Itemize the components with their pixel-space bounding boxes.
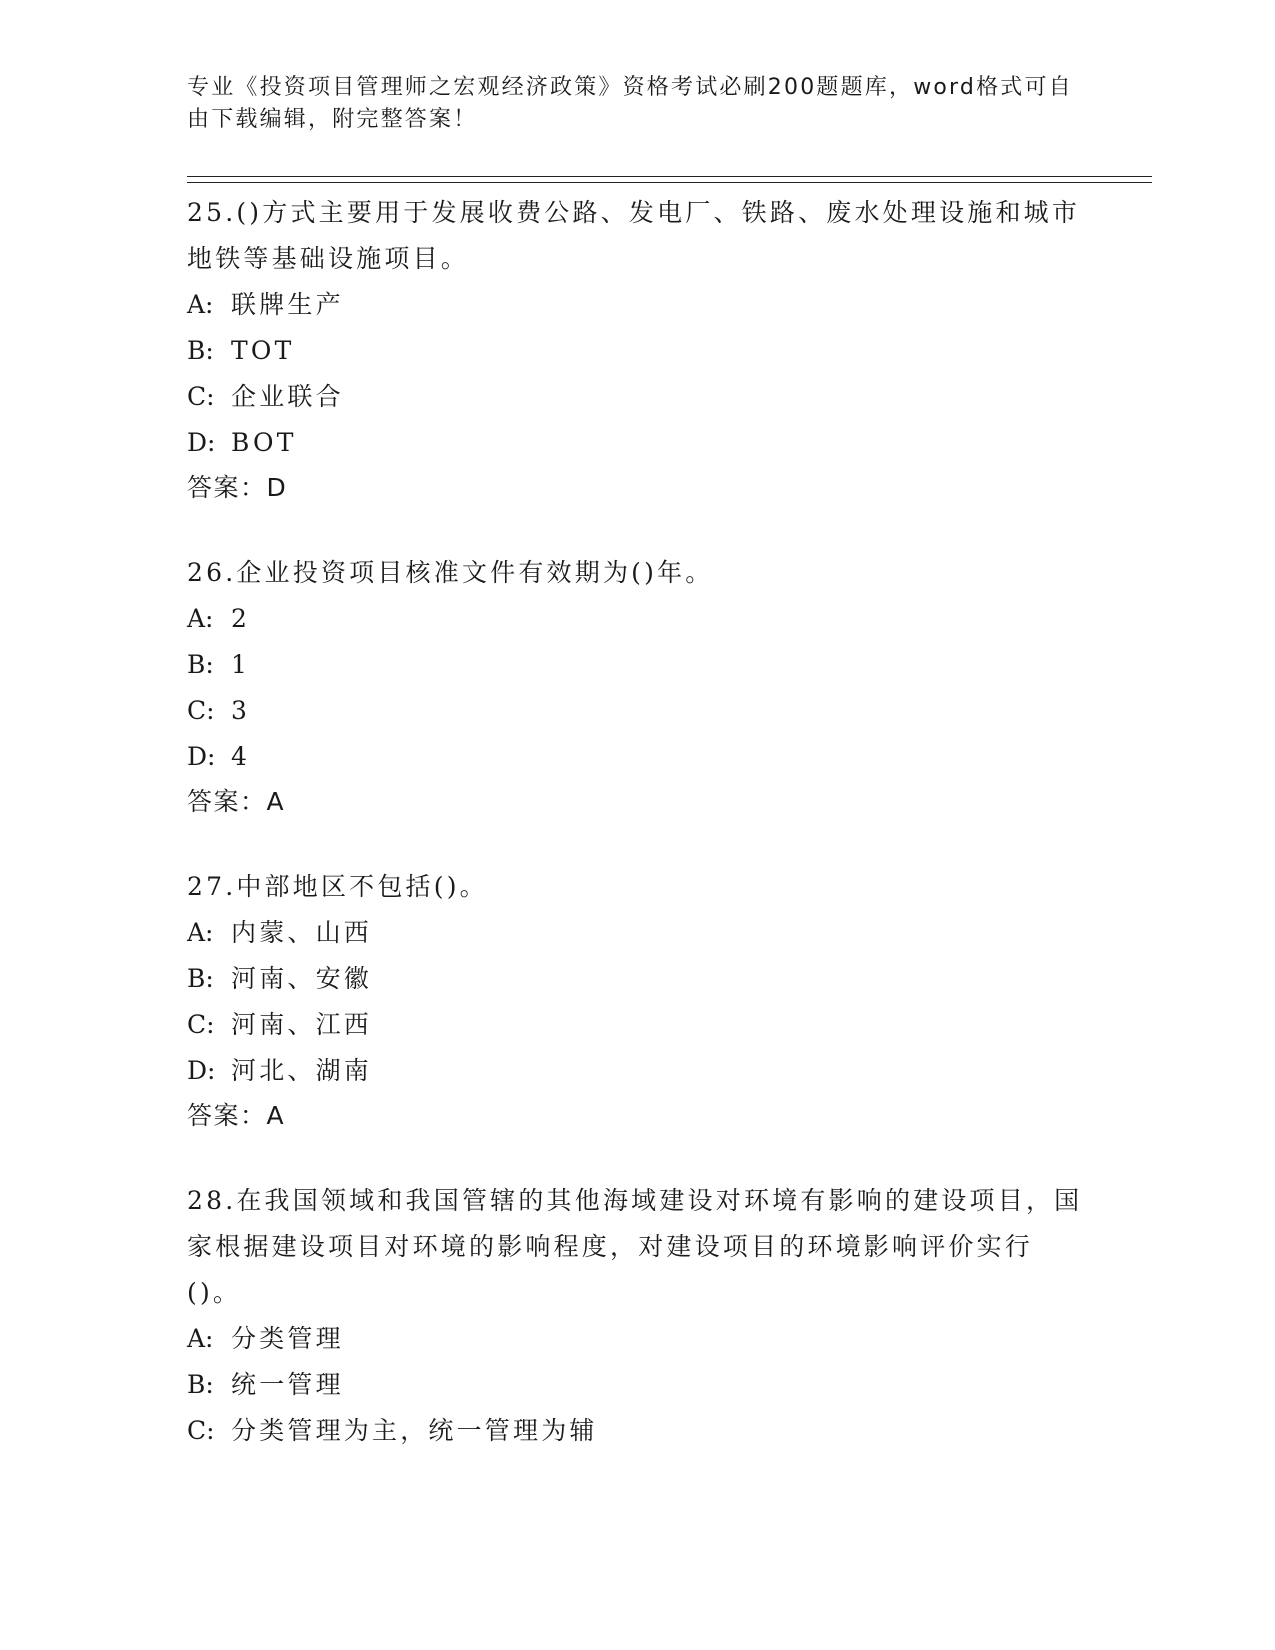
option-text: 分类管理	[231, 1324, 344, 1353]
option-key: A:	[187, 290, 214, 319]
option-key: C:	[187, 1010, 215, 1039]
option-key: B:	[187, 964, 214, 993]
answer-line: 答案：A	[187, 1101, 286, 1130]
option-text: 分类管理为主，统一管理为辅	[231, 1416, 598, 1445]
option-key: C:	[187, 696, 215, 725]
option-text: 河南、江西	[231, 1010, 373, 1039]
option-key: A:	[187, 1324, 214, 1353]
option-key: D:	[187, 428, 216, 457]
option-text: 联牌生产	[231, 290, 344, 319]
option-text: 河北、湖南	[231, 1056, 373, 1085]
option-text: 企业联合	[231, 382, 344, 411]
question-stem: 26.企业投资项目核准文件有效期为()年。	[187, 558, 714, 587]
option-key: B:	[187, 336, 214, 365]
option-key: D:	[187, 1056, 216, 1085]
option-text: 统一管理	[231, 1370, 344, 1399]
option-key: A:	[187, 604, 214, 633]
option-key: B:	[187, 650, 214, 679]
option-a	[187, 1316, 1087, 1362]
question-stem: 25.()方式主要用于发展收费公路、发电厂、铁路、废水处理设施和城市地铁等基础设施项目。	[187, 198, 1081, 273]
question-stem: 27.中部地区不包括()。	[187, 872, 488, 901]
option-text: 3	[231, 696, 251, 725]
question-26	[187, 550, 1087, 824]
question-27	[187, 864, 1087, 1138]
option-c	[187, 374, 1087, 420]
header-divider-bottom	[187, 182, 1152, 183]
question-stem: 28.在我国领域和我国管辖的其他海域建设对环境有影响的建设项目，国家根据建设项目对环境的影响程度，对建设项目的环境影响评价实行()。	[187, 1186, 1083, 1307]
option-b	[187, 1362, 1087, 1408]
question-25	[187, 190, 1087, 510]
option-c	[187, 1002, 1087, 1048]
question-28	[187, 1178, 1087, 1454]
option-text: 1	[231, 650, 251, 679]
option-b	[187, 328, 1087, 374]
option-text: 河南、安徽	[231, 964, 373, 993]
option-d	[187, 734, 1087, 780]
option-text: BOT	[231, 428, 297, 457]
option-key: C:	[187, 382, 215, 411]
option-d	[187, 420, 1087, 466]
option-c	[187, 688, 1087, 734]
option-c	[187, 1408, 1087, 1454]
option-a	[187, 910, 1087, 956]
option-text: 内蒙、山西	[231, 918, 373, 947]
option-key: B:	[187, 1370, 214, 1399]
option-key: C:	[187, 1416, 215, 1445]
answer-line: 答案：A	[187, 787, 286, 816]
option-a	[187, 282, 1087, 328]
option-b	[187, 956, 1087, 1002]
option-a	[187, 596, 1087, 642]
option-text: 4	[231, 742, 251, 771]
option-text: TOT	[231, 336, 295, 365]
option-key: D:	[187, 742, 216, 771]
header-divider-top	[187, 176, 1152, 177]
option-key: A:	[187, 918, 214, 947]
document-header: 专业《投资项目管理师之宏观经济政策》资格考试必刷200题题库，word格式可自由下载编辑，附完整答案！	[187, 75, 1073, 132]
answer-line: 答案：D	[187, 473, 288, 502]
option-b	[187, 642, 1087, 688]
option-text: 2	[231, 604, 251, 633]
question-list	[187, 190, 1087, 1473]
option-d	[187, 1048, 1087, 1094]
